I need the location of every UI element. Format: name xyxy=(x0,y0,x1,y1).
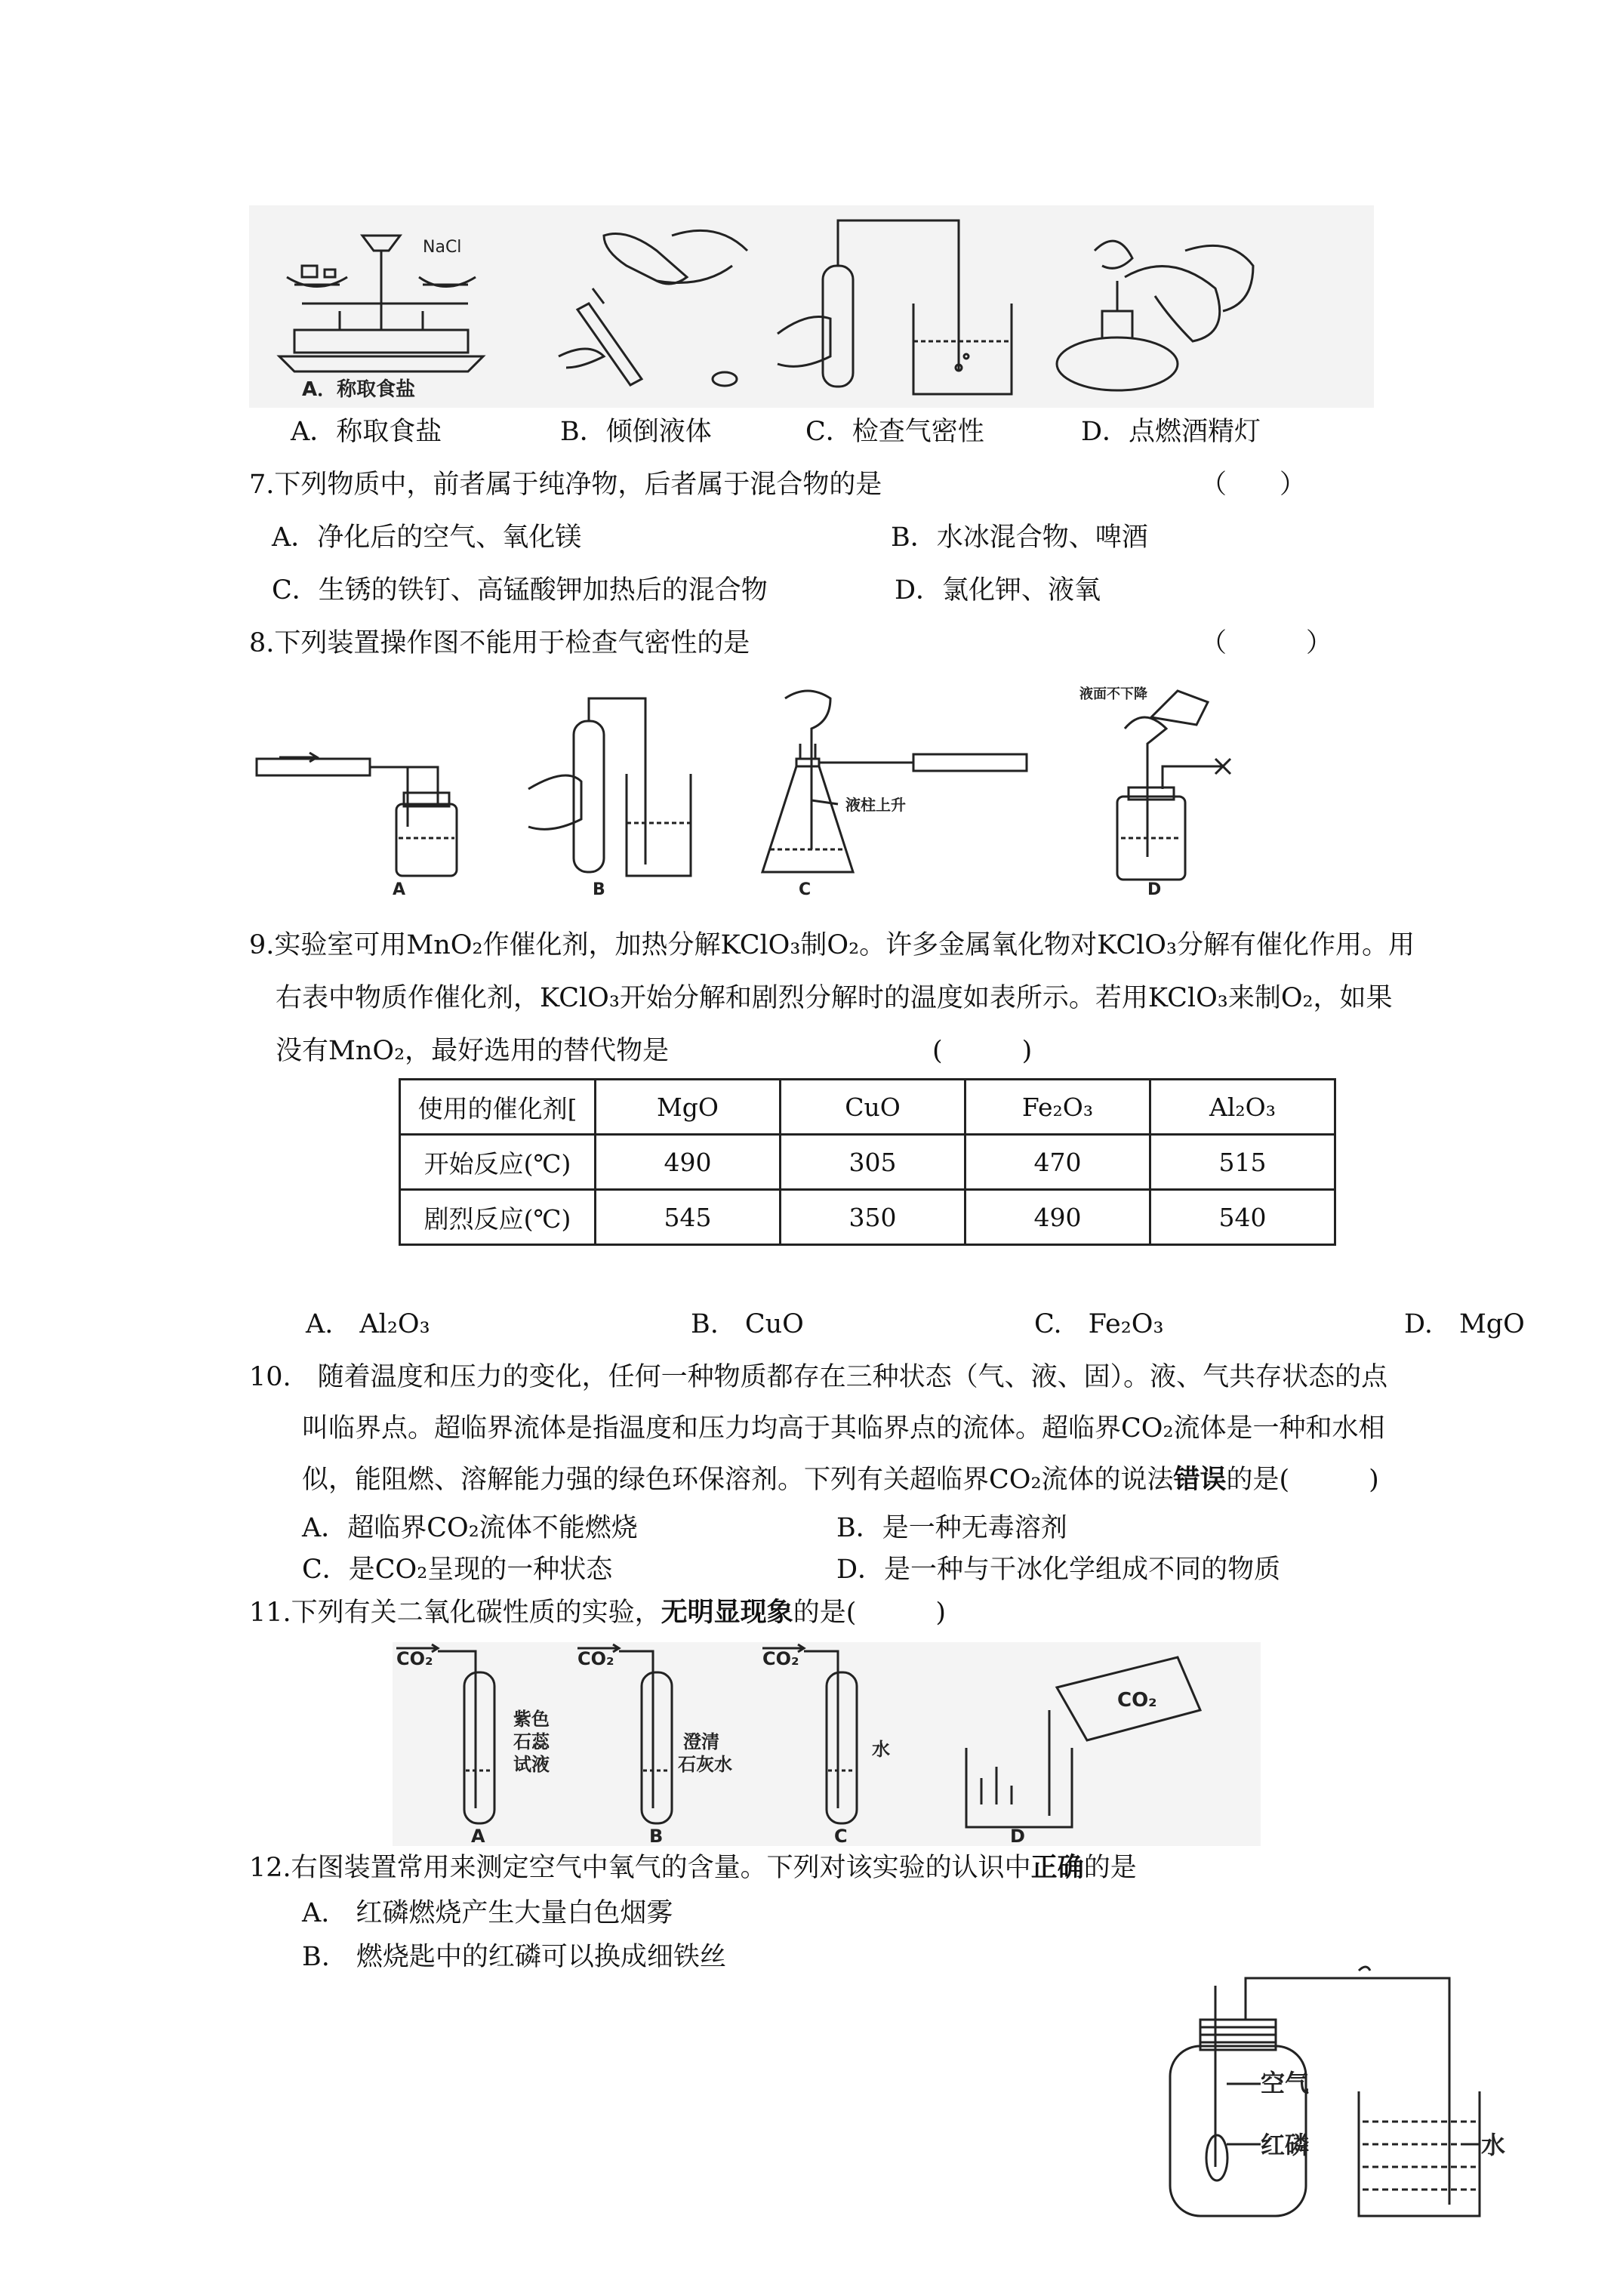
q12-fig-phosphorus-label: 红磷 xyxy=(1261,2131,1310,2159)
table-cell: 490 xyxy=(596,1135,781,1190)
table-header-cell: MgO xyxy=(596,1080,781,1135)
q9-answer-paren: ( ) xyxy=(932,1036,1033,1066)
table-cell: 515 xyxy=(1150,1135,1335,1190)
q11-co2-label: CO₂ xyxy=(396,1648,433,1669)
q7-option-a: A．净化后的空气、氧化镁 xyxy=(272,522,582,553)
q8-fig-label-d: D xyxy=(1147,880,1162,899)
q7-answer-paren: （ ） xyxy=(1200,470,1307,500)
q8-apparatus-illustrations xyxy=(249,676,1276,902)
q12-stem-post: 的是 xyxy=(1083,1853,1137,1883)
q10-option-d: D．是一种与干冰化学组成不同的物质 xyxy=(836,1555,1281,1585)
svg-text:紫色: 紫色 xyxy=(513,1709,550,1730)
q10-option-c: C．是CO₂呈现的一种状态 xyxy=(302,1555,613,1585)
svg-text:澄清: 澄清 xyxy=(683,1731,719,1752)
q9-line-1: 9.实验室可用MnO₂作催化剂，加热分解KClO₃制O₂。许多金属氧化物对KClO₃分解有催化作用。用 xyxy=(249,930,1415,960)
q8-fig-label-b: B xyxy=(593,880,605,899)
table-cell: 545 xyxy=(596,1190,781,1245)
q10-option-a: A．超临界CO₂流体不能燃烧 xyxy=(302,1513,638,1543)
q8-fig-d-note: 液面不下降 xyxy=(1079,686,1147,702)
table-cell: 540 xyxy=(1150,1190,1335,1245)
q9-option-c: C. Fe₂O₃ xyxy=(1034,1309,1164,1339)
table-cell: 开始反应(℃) xyxy=(400,1135,596,1190)
q9-option-d: D. MgO xyxy=(1404,1309,1525,1339)
svg-text:NaCl: NaCl xyxy=(423,238,462,257)
q11-stem xyxy=(249,1595,946,1631)
svg-text:石蕊: 石蕊 xyxy=(513,1731,550,1752)
q11-figure xyxy=(393,1642,1261,1846)
table-header-cell: Fe₂O₃ xyxy=(965,1080,1150,1135)
q11-stem-post: 的是( ) xyxy=(793,1598,946,1628)
q6-option-a: A．称取食盐 xyxy=(291,417,442,447)
q8-fig-label-a: A xyxy=(393,880,406,899)
q9-option-a: A. Al₂O₃ xyxy=(306,1309,430,1339)
q6-option-d: D．点燃酒精灯 xyxy=(1081,417,1261,447)
q11-fig-label-d: D xyxy=(1010,1826,1025,1847)
q12-option-b: B. 燃烧匙中的红磷可以换成细铁丝 xyxy=(302,1942,726,1972)
q12-stem-emphasis: 正确 xyxy=(1030,1852,1084,1883)
q10-option-b: B．是一种无毒溶剂 xyxy=(836,1513,1067,1543)
table-header-cell: 使用的催化剂[ xyxy=(400,1080,596,1135)
table-row xyxy=(400,1190,1335,1245)
q11-apparatus-illustrations xyxy=(393,1642,1261,1846)
svg-text:石灰水: 石灰水 xyxy=(678,1754,732,1775)
q11-stem-pre: 11.下列有关二氧化碳性质的实验， xyxy=(249,1598,661,1628)
table-header-cell: Al₂O₃ xyxy=(1150,1080,1335,1135)
q11-stem-emphasis: 无明显现象 xyxy=(661,1597,793,1628)
q12-stem xyxy=(249,1850,1137,1886)
q12-fig-water-label: 水 xyxy=(1481,2131,1506,2159)
table-header-row xyxy=(400,1080,1335,1135)
svg-text:A．称取食盐: A．称取食盐 xyxy=(302,378,416,401)
q12-stem-pre: 12.右图装置常用来测定空气中氧气的含量。下列对该实验的认识中 xyxy=(249,1853,1031,1883)
table-cell: 350 xyxy=(781,1190,965,1245)
q9-option-b: B. CuO xyxy=(691,1309,804,1339)
q12-option-a: A. 红磷燃烧产生大量白色烟雾 xyxy=(302,1898,673,1928)
q12-fig-air-label: 空气 xyxy=(1261,2069,1310,2097)
q12-figure xyxy=(1132,1963,1506,2227)
q10-line-3-post: 的是( ) xyxy=(1226,1465,1379,1495)
q8-fig-label-c: C xyxy=(799,880,812,899)
q10-line-3-pre: 似，能阻燃、溶解能力强的绿色环保溶剂。下列有关超临界CO₂流体的说法 xyxy=(302,1465,1174,1495)
table-cell: 剧烈反应(℃) xyxy=(400,1190,596,1245)
q6-option-c: C．检查气密性 xyxy=(805,417,984,447)
q10-line-2: 叫临界点。超临界流体是指温度和压力均高于其临界点的流体。超临界CO₂流体是一种和水相 xyxy=(302,1413,1385,1444)
svg-text:CO₂: CO₂ xyxy=(762,1648,799,1669)
q8-fig-c-note: 液柱上升 xyxy=(845,796,906,814)
q11-fig-label-a: A xyxy=(471,1826,485,1847)
q11-fig-label-b: B xyxy=(649,1826,664,1847)
q9-line-2: 右表中物质作催化剂，KClO₃开始分解和剧烈分解时的温度如表所示。若用KClO₃来制O₂，如果 xyxy=(276,983,1393,1013)
q8-answer-paren: （ ） xyxy=(1200,628,1333,658)
q7-option-d: D．氯化钾、液氧 xyxy=(895,575,1101,606)
q7-option-c: C．生锈的铁钉、高锰酸钾加热后的混合物 xyxy=(272,575,768,606)
q7-option-b: B．水冰混合物、啤酒 xyxy=(891,522,1148,553)
q8-figure xyxy=(249,676,1276,902)
funnel-bottle-icon xyxy=(1117,691,1230,880)
catalyst-temperature-table xyxy=(399,1078,1336,1246)
table-cell: 305 xyxy=(781,1135,965,1190)
q6-apparatus-illustrations xyxy=(249,205,1374,408)
syringe-bottle-icon xyxy=(257,753,457,876)
svg-text:CO₂: CO₂ xyxy=(577,1648,614,1669)
q6-figure-strip xyxy=(249,205,1374,408)
q11-fig-label-c: C xyxy=(834,1826,848,1847)
red-phosphorus-apparatus xyxy=(1132,1963,1506,2227)
q6-option-b: B．倾倒液体 xyxy=(560,417,712,447)
q10-line-3 xyxy=(302,1462,1379,1498)
table-row xyxy=(400,1135,1335,1190)
q9-line-3: 没有MnO₂，最好选用的替代物是 xyxy=(276,1036,670,1066)
q11-bottle-co2: CO₂ xyxy=(1117,1689,1157,1712)
svg-text:试液: 试液 xyxy=(513,1754,550,1775)
q7-stem: 7.下列物质中，前者属于纯净物，后者属于混合物的是 xyxy=(249,470,882,500)
table-cell: 490 xyxy=(965,1190,1150,1245)
q8-stem: 8.下列装置操作图不能用于检查气密性的是 xyxy=(249,628,750,658)
table-cell: 470 xyxy=(965,1135,1150,1190)
table-header-cell: CuO xyxy=(781,1080,965,1135)
conical-flask-icon xyxy=(762,691,1027,872)
q10-line-3-emphasis: 错误 xyxy=(1173,1464,1227,1495)
hand-tube-beaker-icon xyxy=(528,698,691,876)
q11-fig-c-water: 水 xyxy=(872,1739,890,1760)
q10-line-1: 10. 随着温度和压力的变化，任何一种物质都存在三种状态（气、液、固）。液、气共存状态的点 xyxy=(249,1362,1388,1392)
